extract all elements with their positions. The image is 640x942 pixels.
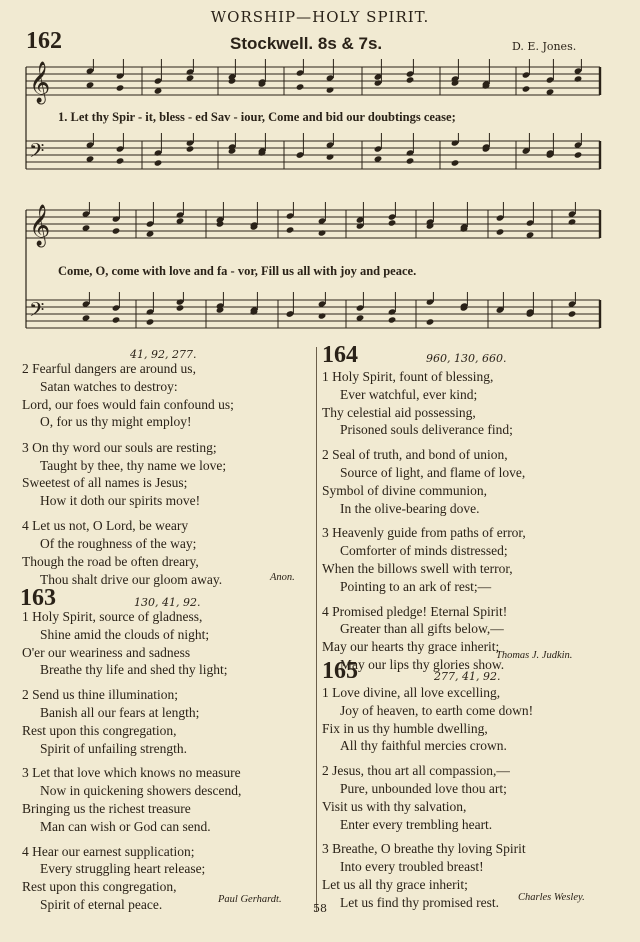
lyric-line-1: 1. Let thy Spir - it, bless - ed Sav - iour, Come and bid our doubtings cease; (58, 110, 456, 124)
refs-162: 41, 92, 277. (130, 348, 197, 361)
stanza-line: 4 Let us not, O Lord, be weary (22, 518, 189, 534)
refs-164: 960, 130, 660. (426, 352, 507, 365)
stanza-line: O'er our weariness and sadness (22, 644, 191, 660)
stanza-line: Though the road be often dreary, (22, 554, 199, 569)
note-head (318, 229, 327, 236)
stanza-line: How it doth our spirits move! (40, 493, 201, 509)
note-head (574, 151, 583, 158)
stanza-line: Satan watches to destroy: (40, 378, 178, 394)
stanza-line: Fix in us thy humble dwelling, (322, 720, 488, 736)
stanza-line: Every struggling heart release; (40, 861, 206, 877)
note-head (116, 157, 125, 164)
stanza-line: O, for us thy might employ! (40, 414, 192, 430)
bass-clef-icon: 𝄢 (29, 139, 45, 167)
note-head (388, 219, 397, 226)
note-head (496, 228, 505, 235)
stanza-line: Man can wish or God can send. (40, 818, 211, 834)
stanza-line: Joy of heaven, to earth come down! (340, 702, 534, 718)
stanza-line: Symbol of divine communion, (322, 482, 487, 498)
stanza-line: Taught by thee, thy name we love; (40, 457, 227, 473)
note-head (426, 318, 435, 325)
stanza-line: Spirit of eternal peace. (40, 897, 163, 912)
stanza-line: Ever watchful, ever kind; (340, 386, 478, 402)
stanza-line: Into every troubled breast! (340, 859, 484, 875)
note-head (326, 153, 335, 160)
stanza-line: Greater than all gifts below,— (340, 621, 504, 637)
note-head (406, 157, 415, 164)
stanza-line: Of the roughness of the way; (40, 536, 197, 552)
stanza-line: 1 Holy Spirit, source of gladness, (22, 609, 203, 624)
stanza-line: Rest upon this congregation, (22, 722, 177, 738)
stanza-line: Spirit of unfailing strength. (40, 740, 187, 756)
note-head (286, 226, 295, 233)
composer: D. E. Jones. (512, 40, 577, 53)
stanza-line: Let us find thy promised rest. (340, 894, 499, 910)
note-head (112, 316, 121, 323)
stanza-line: 4 Promised pledge! Eternal Spirit! (322, 603, 508, 619)
note-head (146, 318, 155, 325)
note-head (186, 145, 195, 152)
note-head (176, 304, 185, 311)
stanza-line: Banish all our fears at length; (40, 705, 200, 720)
note-head (326, 86, 335, 93)
attribution-165: Charles Wesley. (518, 892, 585, 903)
stanza-line: 2 Seal of truth, and bond of union, (322, 447, 508, 463)
note-head (154, 159, 163, 166)
stanza-line: Visit us with thy salvation, (322, 798, 467, 814)
stanza-line: Sweetest of all names is Jesus; (22, 475, 188, 491)
treble-clef-icon: 𝄞 (29, 62, 51, 103)
column-divider (316, 347, 317, 912)
stanza-line: 1 Holy Spirit, fount of blessing, (322, 369, 494, 384)
note-head (318, 312, 327, 319)
stanza-line: Now in quickening showers descend, (40, 783, 242, 799)
note-head (296, 83, 305, 90)
hymn-number-165: 165 (322, 658, 358, 684)
stanza-line: May our hearts thy grace inherit; (322, 639, 500, 655)
refs-165: 277, 41, 92. (434, 670, 501, 683)
hymn-number-162: 162 (26, 28, 62, 54)
stanza-line: 3 Let that love which knows no measure (22, 765, 241, 781)
hymn-number-164: 164 (322, 342, 358, 368)
stanza-line: 3 Heavenly guide from paths of error, (322, 525, 526, 541)
note-head (451, 159, 460, 166)
note-head (116, 84, 125, 91)
stanza-line: Lord, our foes would fain confound us; (22, 396, 234, 412)
stanza-line: 2 Fearful dangers are around us, (22, 361, 196, 376)
stanza-line: Enter every trembling heart. (340, 816, 493, 832)
note-head (112, 227, 121, 234)
stanza-line: 4 Hear our earnest supplication; (22, 843, 195, 859)
stanza-line: 3 On thy word our souls are resting; (22, 439, 217, 455)
page-number: 58 (313, 902, 327, 915)
stanza-line: 3 Breathe, O breathe thy loving Spirit (322, 841, 526, 857)
stanza-line: Bringing us the richest treasure (22, 801, 191, 816)
note-head (406, 76, 415, 83)
treble-clef-icon: 𝄞 (29, 205, 51, 246)
note-head (388, 316, 397, 323)
stanza-line: Comforter of minds distressed; (340, 543, 508, 559)
note-head (574, 75, 583, 82)
stanza-line: When the billows swell with terror, (322, 561, 513, 576)
stanza-line: Source of light, and flame of love, (340, 465, 526, 480)
stanza-line: Shine amid the clouds of night; (40, 626, 210, 642)
stanza-line: 2 Jesus, thou art all compassion,— (322, 763, 510, 779)
stanza-line: Thy celestial aid possessing, (322, 404, 476, 420)
stanza-line: In the olive-bearing dove. (340, 500, 480, 516)
stanza-line: Let us all thy grace inherit; (322, 877, 468, 892)
stanza-line: Thou shalt drive our gloom away. (40, 571, 223, 587)
attribution-162: Anon. (270, 572, 295, 583)
attribution-164: Thomas J. Judkin. (496, 650, 573, 661)
stanza-line: 2 Send us thine illumination; (22, 687, 178, 703)
bass-clef-icon: 𝄢 (29, 298, 45, 326)
stanza-line: Pointing to an ark of rest;— (340, 578, 492, 594)
stanza-line: Rest upon this congregation, (22, 879, 177, 895)
lyric-line-2: Come, O, come with love and fa - vor, Fill us all with joy and peace. (58, 264, 417, 278)
stanza-line: May our lips thy glories show. (340, 657, 505, 672)
stanza-line: Prisoned souls deliverance find; (340, 422, 513, 438)
stanza-line: 1 Love divine, all love excelling, (322, 685, 501, 700)
stanza-line: Pure, unbounded love thou art; (340, 781, 507, 796)
section-title: WORSHIP—HOLY SPIRIT. (210, 8, 430, 26)
stanza-line: All thy faithful mercies crown. (340, 738, 507, 754)
tune-name: Stockwell. 8s & 7s. (230, 34, 383, 53)
refs-163: 130, 41, 92. (134, 596, 201, 609)
note-head (522, 85, 531, 92)
note-head (568, 310, 577, 317)
stanza-line: Breathe thy life and shed thy light; (40, 662, 228, 678)
hymn-number-163: 163 (20, 585, 56, 611)
note-head (568, 218, 577, 225)
attribution-163: Paul Gerhardt. (218, 894, 282, 905)
